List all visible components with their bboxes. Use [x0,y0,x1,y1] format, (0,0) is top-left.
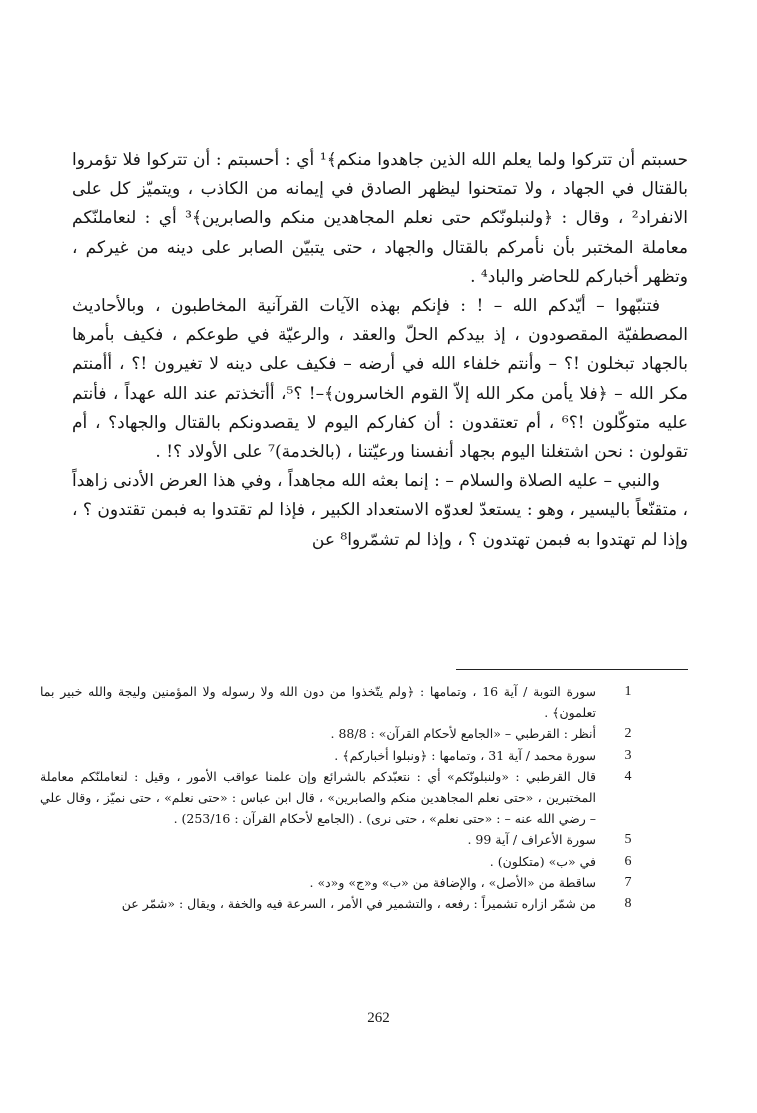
footnote-number: 7 [624,874,632,890]
footnote-text: قال القرطبي : «ولنبلونّكم» أي : نتعبّدكم بالشرائع وإن علمنا عواقب الأمور ، وقيل : لنعاملنّكم معاملة المختبرين ، «حتى نعلم المجاهدين منكم والصابرين» ، قال ابن عباس : «حتى نعلم» ، حتى نميّز ، وقال علي – رضي الله عنه – : «حتى نعلم» ، حتى نرى) . (الجامع لأحكام القرآن : 253/16) . [40,768,596,827]
footnote-1 [40,681,640,723]
footnote-number: 5 [624,832,632,848]
footnote-number: 6 [624,853,632,869]
footnote-3 [40,745,640,766]
footnote-number: 2 [624,726,632,742]
footnote-text: سورة محمد / آية 31 ، وتمامها : ﴿ونبلوا أخباركم﴾ . [334,747,596,763]
footnote-separator [456,669,688,670]
footnote-8 [40,893,640,914]
footnote-number: 1 [624,684,632,699]
main-text [72,146,688,555]
footnote-5 [40,829,640,850]
footnote-4 [40,766,640,830]
paragraph-3: والنبي – عليه الصلاة والسلام – : إنما بعثه الله مجاهداً ، وفي هذا العرض الأدنى زاهداً ، متقنّعاً باليسير ، وهو : يستعدّ لعدوّه الاستعداد الكبير ، فإذا لم تقتدوا به فبمن تقتدون ؟ ، وإذا لم تهتدوا به فبمن تهتدون ؟ ، وإذا لم تشمّروا⁸ عن [72,471,688,550]
footnote-number: 3 [624,747,632,763]
footnote-2 [40,723,640,744]
footnote-number: 4 [624,768,632,784]
paragraph-2: فتنبّهوا – أيّدكم الله – ! : فإنكم بهذه الآيات القرآنية المخاطبون ، وبالأحاديث المصطفيّة المقصودون ، إذ بيدكم الحلّ والعقد ، والرعيّة في طوعكم ، فكيف بأمرها بالجهاد تبخلون !؟ – وأنتم خلفاء الله في أرضه – فكيف على دينه لا تغيرون !؟ ، أأمنتم مكر الله – ﴿فلا يأمن مكر الله إلاّ القوم الخاسرون﴾–! ؟⁵، أأتخذتم عند الله عهداً ، فأنتم عليه متوكّلون !؟⁶ ، أم تعتقدون : أن كفاركم اليوم لا يقصدونكم بالقتال والجهاد؟ ، أم تقولون : نحن اشتغلنا اليوم بجهاد أنفسنا ورعيّتنا ، (بالخدمة)⁷ على الأولاد ؟! . [72,296,689,463]
footnote-text: سورة الأعراف / آية 99 . [467,832,596,848]
footnote-text: أنظر : القرطبي – «الجامع لأحكام القرآن» : 88/8 . [330,726,596,742]
footnote-number: 8 [624,896,632,912]
footnote-7 [40,872,640,893]
footnotes [40,681,640,914]
footnote-text: في «ب» (متكلون) . [489,853,596,869]
footnote-text: سورة التوبة / آية 16 ، وتمامها : ﴿ولم يتّخذوا من دون الله ولا رسوله ولا المؤمنين وليجة والله خبير بما تعلمون﴾ . [40,684,597,721]
footnote-text: من شمّر ازاره تشميراً : رفعه ، والتشمير في الأمر ، السرعة فيه والخفة ، ويقال : «شمّر عن [121,896,596,912]
footnote-6 [40,851,640,872]
page-number: 262 [367,1010,390,1026]
footnote-text: ساقطة من «الأصل» ، والإضافة من «ب» و«ج» و«د» . [309,874,596,890]
paragraph-1: حسبتم أن تتركوا ولما يعلم الله الذين جاهدوا منكم﴾¹ أي : أحسبتم : أن تتركوا فلا تؤمروا بالقتال في الجهاد ، ولا تمتحنوا ليظهر الصادق في إيمانه من الكاذب ، ويتميّز كل على الانفراد² ، وقال : ﴿ولنبلونّكم حتى نعلم المجاهدين منكم والصابرين﴾³ أي : لنعاملنّكم معاملة المختبر بأن نأمركم بالقتال والجهاد ، حتى يتبيّن الصابر على دينه من غيركم ، وتظهر أخباركم للحاضر والباد⁴ . [72,150,688,287]
